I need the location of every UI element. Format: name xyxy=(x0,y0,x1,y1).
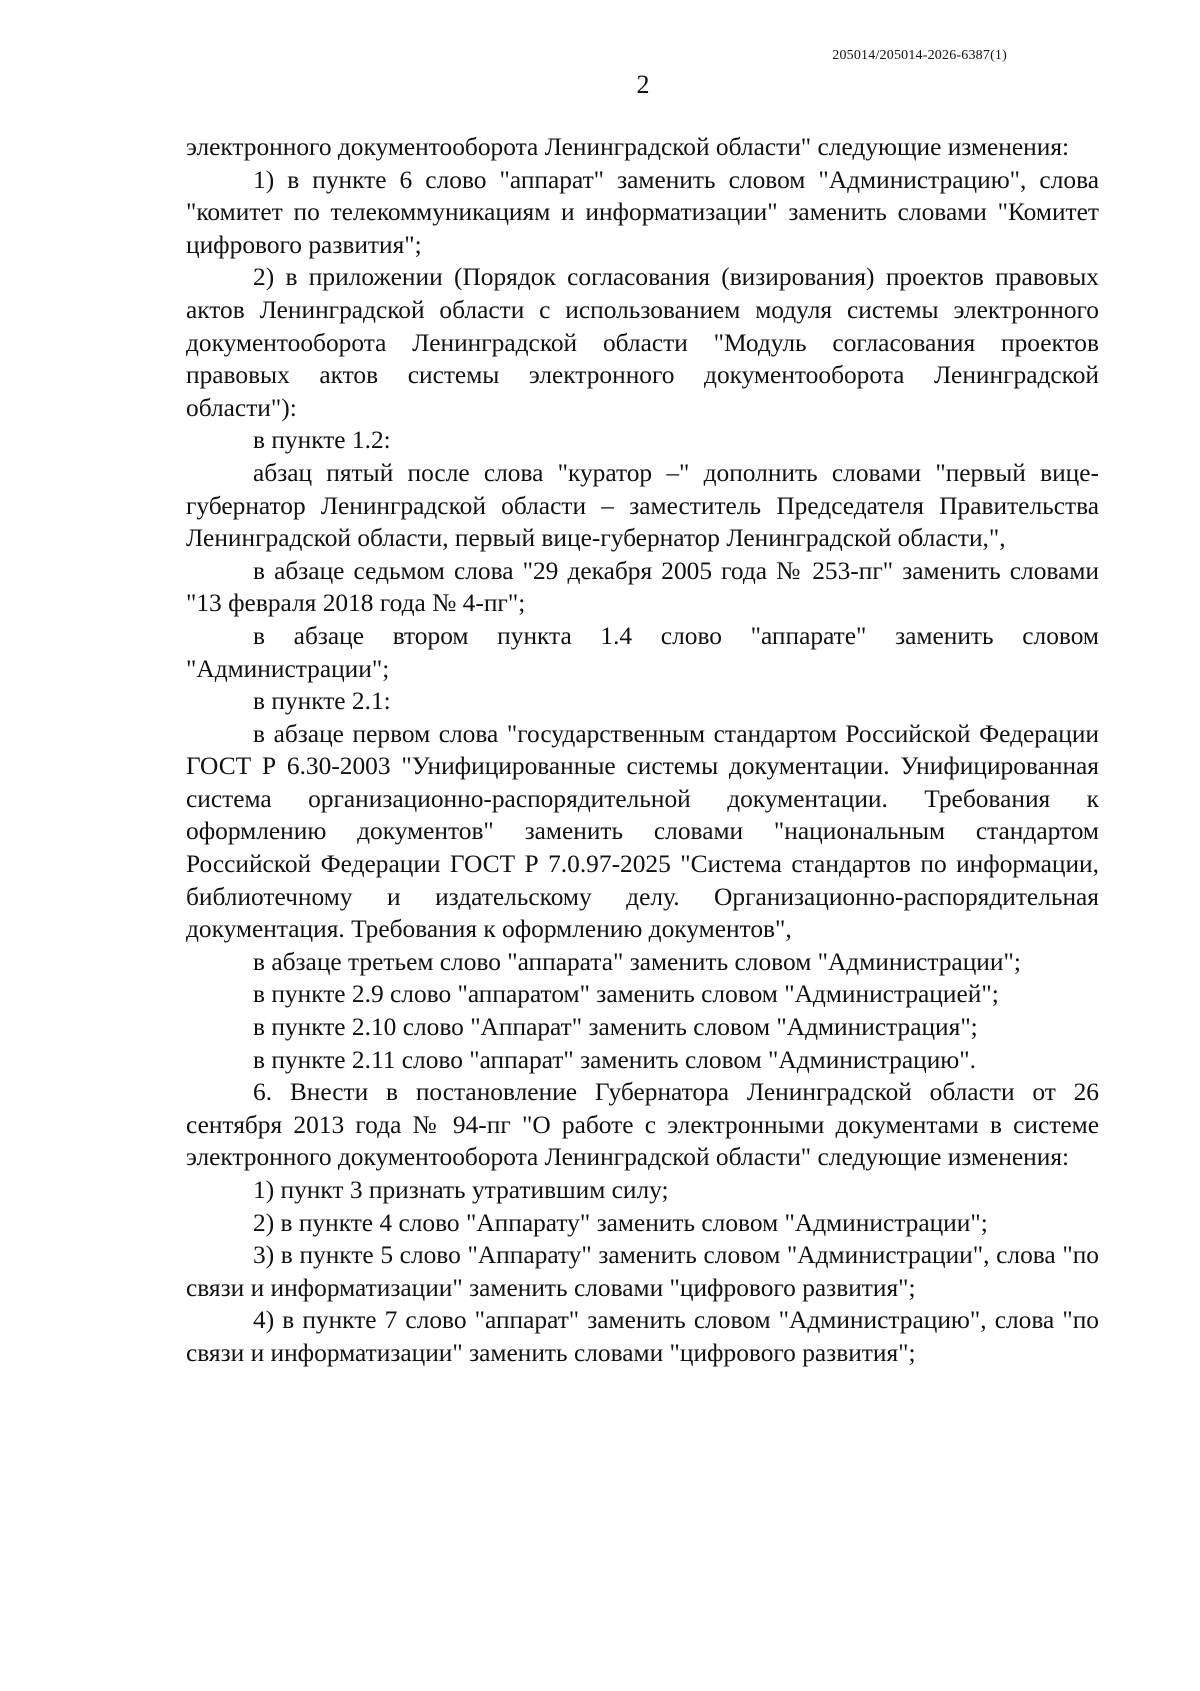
paragraph: в пункте 1.2: xyxy=(253,426,391,455)
paragraph: 2) в пункте 4 слово "Аппарату" заменить словом "Администрации"; xyxy=(253,1208,988,1237)
paragraph: 4) в пункте 7 слово "аппарат" заменить словом "Администрацию", слова "по связи и информатизации" заменить словами "цифрового развития"; xyxy=(186,1306,1099,1367)
paragraph: в пункте 2.9 слово "аппаратом" заменить словом "Администрацией"; xyxy=(253,980,999,1009)
document-id: 205014/205014-2026-6387(1) xyxy=(832,48,1007,63)
page-number: 2 xyxy=(636,70,650,99)
paragraph: абзац пятый после слова "куратор –" дополнить словами "первый вице-губернатор Ленинградской области – заместитель Председателя Правительства Ленинградской области, первый вице-губернатор Ленинградской области,", xyxy=(186,458,1099,553)
paragraph: 2) в приложении (Порядок согласования (визирования) проектов правовых актов Ленинградской области с использованием модуля системы электронного документооборота Ленинградской области "Модуль согласования проектов правовых актов системы электронного документооборота Ленинградской области"): xyxy=(186,263,1099,422)
paragraph: в пункте 2.11 слово "аппарат" заменить словом "Администрацию". xyxy=(253,1045,976,1074)
paragraph: в абзаце втором пункта 1.4 слово "аппарате" заменить словом "Администрации"; xyxy=(186,621,1099,683)
paragraph: в пункте 2.10 слово "Аппарат" заменить словом "Администрация"; xyxy=(253,1013,978,1042)
paragraph: электронного документооборота Ленинградской области" следующие изменения: xyxy=(186,133,1070,161)
paragraph: 3) в пункте 5 слово "Аппарату" заменить словом "Администрации", слова "по связи и информатизации" заменить словами "цифрового развития"; xyxy=(186,1241,1099,1302)
paragraph: в пункте 2.1: xyxy=(253,687,391,716)
paragraph: в абзаце третьем слово "аппарата" заменить словом "Администрации"; xyxy=(253,947,1021,976)
paragraph: 1) пункт 3 признать утратившим силу; xyxy=(253,1176,669,1204)
paragraph: в абзаце седьмом слова "29 декабря 2005 года № 253-пг" заменить словами "13 февраля 2018 года № 4-пг"; xyxy=(186,556,1099,618)
paragraph: 1) в пункте 6 слово "аппарат" заменить словом "Администрацию", слова "комитет по телекоммуникациям и информатизации" заменить словами "Комитет цифрового развития"; xyxy=(186,165,1099,259)
paragraph: 6. Внести в постановление Губернатора Ленинградской области от 26 сентября 2013 года № 94-пг "О работе с электронными документами в системе электронного документооборота Ленинградской области" следующие изменения: xyxy=(186,1078,1099,1172)
paragraph: в абзаце первом слова "государственным стандартом Российской Федерации ГОСТ Р 6.30-2003 "Унифицированные системы документации. Унифицированная система организационно-распорядительной документации. Требования к оформлению документов" заменить словами "национальным стандартом Российской Федерации ГОСТ Р 7.0.97-2025 "Система стандартов по информации, библиотечному и издательскому делу. Организационно-распорядительная документация. Требования к оформлению документов", xyxy=(186,719,1099,944)
document-body xyxy=(186,131,1099,1370)
